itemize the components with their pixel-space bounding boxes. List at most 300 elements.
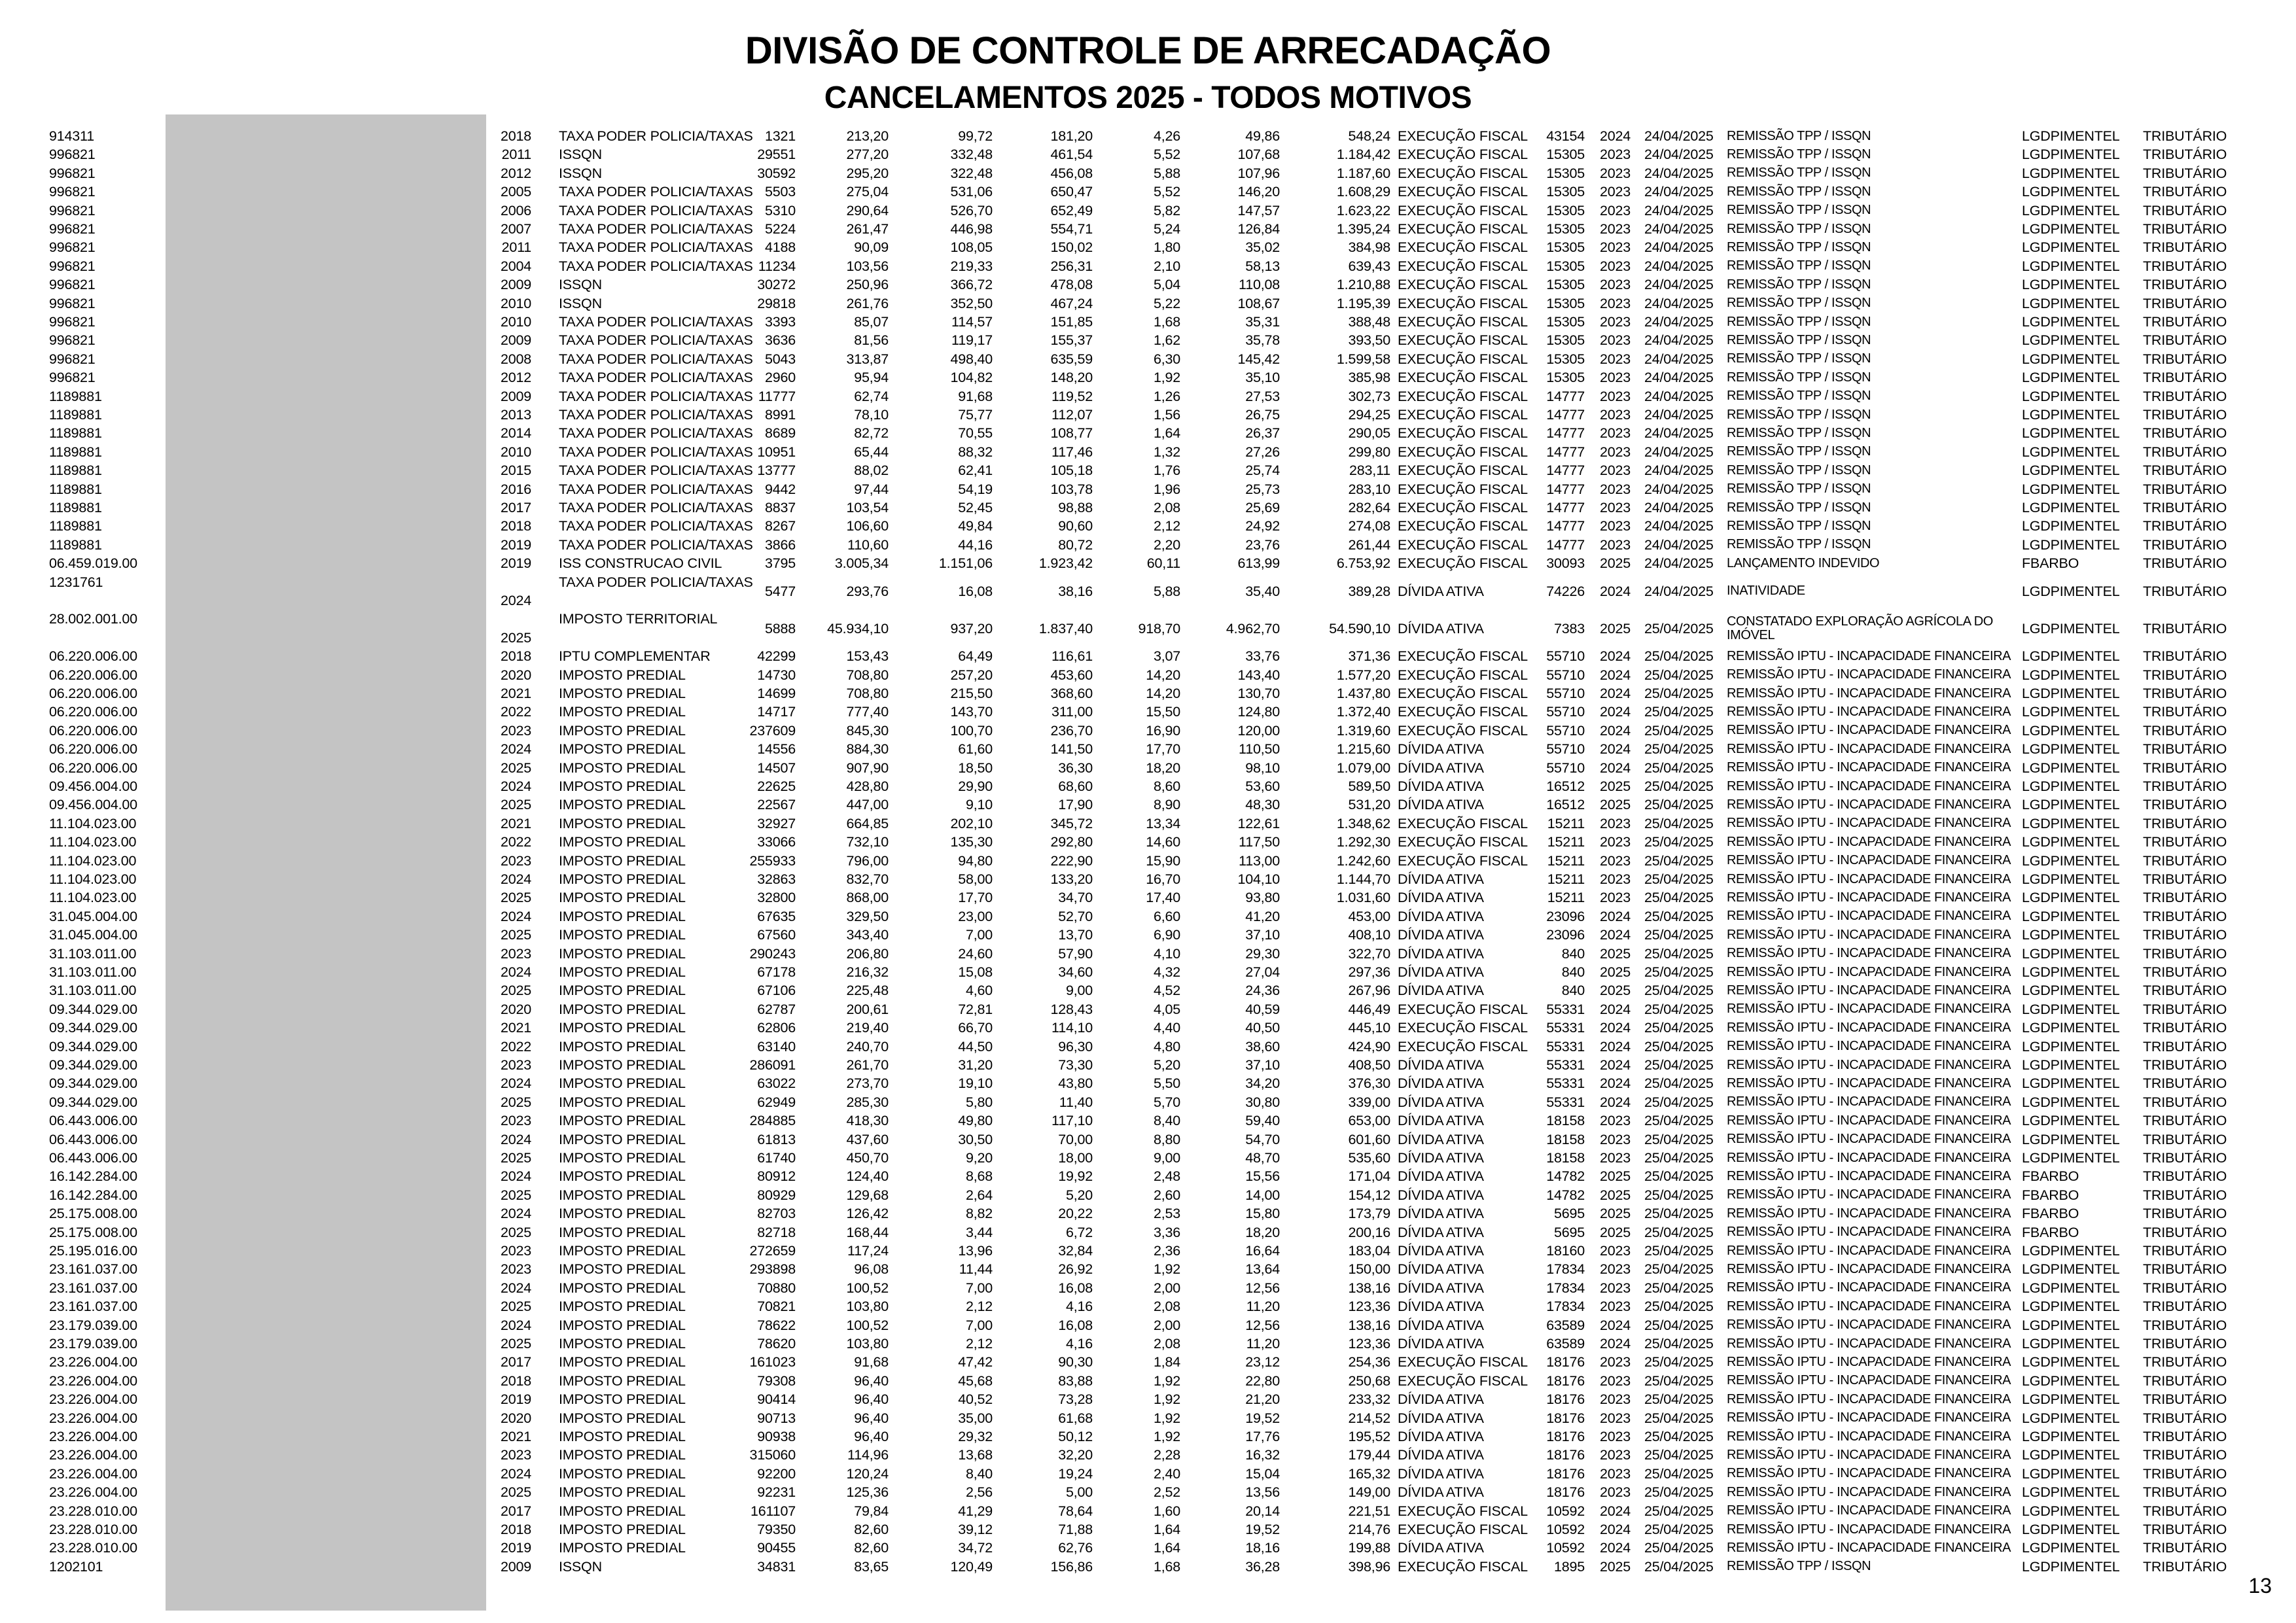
cancellation-reason: CONSTATADO EXPLORAÇÃO AGRÍCOLA DO IMÓVEL <box>1727 614 1993 642</box>
cancellation-reason: REMISSÃO IPTU - INCAPACIDADE FINANCEIRA <box>1727 648 2011 663</box>
debt-status: EXECUÇÃO FISCAL <box>1398 704 1528 720</box>
value-fee: 2,52 <box>1153 1484 1180 1501</box>
launch-number: 67106 <box>757 983 796 999</box>
cancellation-date: 24/04/2025 <box>1644 202 1714 218</box>
launch-number: 286091 <box>749 1056 796 1073</box>
registration-id: 1189881 <box>49 499 102 515</box>
value-interest: 467,24 <box>1050 295 1093 311</box>
value-fee: 1,68 <box>1153 1558 1180 1575</box>
table-row <box>0 1483 2296 1501</box>
value-fine: 113,00 <box>1239 852 1280 869</box>
tax-description: TAXA PODER POLICIA/TAXAS <box>559 184 753 200</box>
debt-status: EXECUÇÃO FISCAL <box>1398 499 1528 515</box>
value-correction: 4,60 <box>965 983 993 999</box>
tax-category: TRIBUTÁRIO <box>2143 741 2227 758</box>
value-principal: 125,36 <box>846 1484 889 1501</box>
debt-status: DÍVIDA ATIVA <box>1398 797 1484 813</box>
launch-number: 67635 <box>757 908 796 924</box>
value-total: 179,44 <box>1348 1447 1390 1463</box>
registration-id: 23.179.039.00 <box>49 1335 137 1352</box>
responsible-user: LGDPIMENTEL <box>2022 1242 2120 1259</box>
tax-category: TRIBUTÁRIO <box>2143 220 2227 237</box>
value-principal: 114,96 <box>847 1447 889 1463</box>
tax-description: TAXA PODER POLICIA/TAXAS <box>559 239 753 256</box>
value-total: 54.590,10 <box>1329 620 1390 637</box>
tax-year: 2004 <box>500 258 531 274</box>
process-number: 55710 <box>1546 759 1585 776</box>
value-fine: 613,99 <box>1237 555 1280 572</box>
responsible-user: LGDPIMENTEL <box>2022 499 2120 515</box>
table-row <box>0 1186 2296 1204</box>
tax-year: 2025 <box>500 1187 531 1203</box>
cancellation-date: 25/04/2025 <box>1644 852 1714 869</box>
debt-status: EXECUÇÃO FISCAL <box>1398 165 1528 181</box>
value-fine: 104,10 <box>1237 871 1280 887</box>
value-correction: 7,00 <box>965 927 993 943</box>
responsible-user: LGDPIMENTEL <box>2022 1484 2120 1501</box>
cancellation-date: 25/04/2025 <box>1644 1001 1714 1017</box>
tax-category: TRIBUTÁRIO <box>2143 1484 2227 1501</box>
launch-number: 90713 <box>757 1410 796 1426</box>
process-number: 55331 <box>1546 1038 1585 1055</box>
responsible-user: LGDPIMENTEL <box>2022 1001 2120 1017</box>
value-fine: 53,60 <box>1245 778 1280 794</box>
value-total: 1.437,80 <box>1336 685 1390 701</box>
registration-id: 25.175.008.00 <box>49 1206 137 1222</box>
tax-description: IMPOSTO PREDIAL <box>559 1372 686 1389</box>
process-year: 2023 <box>1599 332 1631 349</box>
value-principal: 343,40 <box>846 927 889 943</box>
value-fee: 16,90 <box>1146 722 1180 739</box>
launch-number: 79308 <box>757 1372 796 1389</box>
cancellation-reason: REMISSÃO IPTU - INCAPACIDADE FINANCEIRA <box>1727 834 2011 849</box>
registration-id: 06.220.006.00 <box>49 648 137 665</box>
process-year: 2023 <box>1599 351 1631 367</box>
responsible-user: LGDPIMENTEL <box>2022 332 2120 349</box>
registration-id: 11.104.023.00 <box>49 834 137 850</box>
value-principal: 103,56 <box>846 258 889 274</box>
launch-number: 161107 <box>751 1503 796 1519</box>
process-number: 7383 <box>1553 620 1585 637</box>
value-interest: 6,72 <box>1065 1224 1093 1240</box>
process-number: 55710 <box>1546 741 1585 758</box>
value-interest: 478,08 <box>1050 277 1093 293</box>
table-row <box>0 814 2296 833</box>
cancellation-reason: REMISSÃO TPP / ISSQN <box>1727 203 1871 218</box>
table-row <box>0 647 2296 665</box>
value-correction: 75,77 <box>958 406 993 423</box>
value-total: 183,04 <box>1348 1242 1390 1259</box>
launch-number: 33066 <box>757 834 796 850</box>
tax-category: TRIBUTÁRIO <box>2143 165 2227 181</box>
launch-number: 3866 <box>764 536 796 553</box>
tax-description: TAXA PODER POLICIA/TAXAS <box>559 332 753 349</box>
value-fine: 34,20 <box>1245 1075 1280 1092</box>
value-total: 1.210,88 <box>1336 277 1390 293</box>
tax-year: 2025 <box>500 983 531 999</box>
process-number: 14777 <box>1546 388 1585 404</box>
process-number: 55331 <box>1546 1056 1585 1073</box>
responsible-user: LGDPIMENTEL <box>2022 1410 2120 1426</box>
value-fee: 8,60 <box>1153 778 1180 794</box>
value-total: 302,73 <box>1348 388 1390 404</box>
tax-year: 2023 <box>500 1447 531 1463</box>
process-year: 2024 <box>1599 1540 1631 1556</box>
registration-id: 1189881 <box>49 462 102 479</box>
value-total: 1.623,22 <box>1336 202 1390 218</box>
value-interest: 68,60 <box>1058 778 1093 794</box>
debt-status: EXECUÇÃO FISCAL <box>1398 406 1528 423</box>
registration-id: 996821 <box>49 370 96 386</box>
process-number: 15305 <box>1546 184 1585 200</box>
tax-description: TAXA PODER POLICIA/TAXAS <box>559 313 753 330</box>
table-row <box>0 183 2296 201</box>
cancellation-reason: REMISSÃO IPTU - INCAPACIDADE FINANCEIRA <box>1727 1391 2011 1406</box>
launch-number: 30272 <box>757 277 796 293</box>
launch-number: 284885 <box>749 1113 796 1129</box>
value-fine: 11,20 <box>1246 1299 1280 1315</box>
value-correction: 2,56 <box>965 1484 993 1501</box>
value-fine: 59,40 <box>1245 1113 1280 1129</box>
table-row <box>0 888 2296 907</box>
registration-id: 23.226.004.00 <box>49 1354 137 1370</box>
tax-description: IMPOSTO PREDIAL <box>559 1001 686 1017</box>
tax-category: TRIBUTÁRIO <box>2143 1038 2227 1055</box>
responsible-user: LGDPIMENTEL <box>2022 462 2120 479</box>
tax-description: IMPOSTO PREDIAL <box>559 704 686 720</box>
value-principal: 428,80 <box>846 778 889 794</box>
value-fine: 143,40 <box>1237 667 1280 683</box>
tax-year: 2018 <box>500 648 531 665</box>
tax-description: ISSQN <box>559 147 602 163</box>
tax-description: IMPOSTO PREDIAL <box>559 1428 686 1444</box>
tax-year: 2025 <box>500 759 531 776</box>
table-row <box>0 498 2296 517</box>
tax-year: 2024 <box>500 1075 531 1092</box>
value-principal: 832,70 <box>846 871 889 887</box>
debt-status: EXECUÇÃO FISCAL <box>1398 1372 1528 1389</box>
tax-category: TRIBUTÁRIO <box>2143 1317 2227 1333</box>
cancellation-date: 25/04/2025 <box>1644 1149 1714 1166</box>
tax-description: IMPOSTO PREDIAL <box>559 667 686 683</box>
cancellation-date: 25/04/2025 <box>1644 1242 1714 1259</box>
process-year: 2024 <box>1599 722 1631 739</box>
process-number: 23096 <box>1546 908 1585 924</box>
value-correction: 13,68 <box>958 1447 993 1463</box>
tax-category: TRIBUTÁRIO <box>2143 1503 2227 1519</box>
cancellation-reason: REMISSÃO IPTU - INCAPACIDADE FINANCEIRA <box>1727 1410 2011 1425</box>
launch-number: 62949 <box>757 1094 796 1110</box>
launch-number: 80929 <box>757 1187 796 1203</box>
launch-number: 5043 <box>764 351 796 367</box>
value-fine: 40,59 <box>1245 1001 1280 1017</box>
process-number: 55710 <box>1546 685 1585 701</box>
value-principal: 884,30 <box>846 741 889 758</box>
launch-number: 29818 <box>757 295 796 311</box>
value-principal: 82,72 <box>854 425 889 442</box>
tax-description: TAXA PODER POLICIA/TAXAS <box>559 536 753 553</box>
value-principal: 664,85 <box>846 815 889 831</box>
responsible-user: LGDPIMENTEL <box>2022 277 2120 293</box>
tax-year: 2019 <box>500 1540 531 1556</box>
tax-description: IMPOSTO TERRITORIAL <box>559 611 718 627</box>
tax-description: TAXA PODER POLICIA/TAXAS <box>559 518 753 534</box>
registration-id: 28.002.001.00 <box>49 611 137 627</box>
value-interest: 43,80 <box>1058 1075 1093 1092</box>
value-fee: 2,00 <box>1153 1280 1180 1296</box>
cancellation-date: 25/04/2025 <box>1644 1075 1714 1092</box>
registration-id: 1189881 <box>49 518 102 534</box>
table-row <box>0 1279 2296 1297</box>
process-number: 18158 <box>1546 1149 1585 1166</box>
tax-description: TAXA PODER POLICIA/TAXAS <box>559 388 753 404</box>
cancellation-date: 24/04/2025 <box>1644 220 1714 237</box>
process-year: 2023 <box>1599 499 1631 515</box>
value-fee: 4,10 <box>1153 945 1180 962</box>
value-fine: 11,20 <box>1246 1335 1280 1352</box>
table-row <box>0 313 2296 331</box>
launch-number: 8837 <box>764 499 796 515</box>
value-fee: 15,90 <box>1146 852 1180 869</box>
debt-status: DÍVIDA ATIVA <box>1398 1280 1484 1296</box>
process-year: 2024 <box>1599 1094 1631 1110</box>
tax-description: IMPOSTO PREDIAL <box>559 1056 686 1073</box>
value-total: 1.195,39 <box>1336 295 1390 311</box>
value-fee: 5,70 <box>1153 1094 1180 1110</box>
value-correction: 72,81 <box>958 1001 993 1017</box>
launch-number: 14717 <box>757 704 796 720</box>
process-number: 15211 <box>1547 834 1585 850</box>
responsible-user: LGDPIMENTEL <box>2022 890 2120 906</box>
value-total: 446,49 <box>1348 1001 1390 1017</box>
value-interest: 98,88 <box>1058 499 1093 515</box>
table-row <box>0 275 2296 294</box>
value-correction: 352,50 <box>950 295 993 311</box>
process-year: 2023 <box>1599 815 1631 831</box>
launch-number: 4188 <box>764 239 796 256</box>
value-fine: 16,64 <box>1245 1242 1280 1259</box>
tax-year: 2010 <box>500 313 531 330</box>
launch-number: 14556 <box>757 741 796 758</box>
value-interest: 461,54 <box>1050 147 1093 163</box>
tax-year: 2018 <box>500 1372 531 1389</box>
value-fine: 24,36 <box>1245 983 1280 999</box>
process-year: 2024 <box>1599 1521 1631 1537</box>
tax-description: IMPOSTO PREDIAL <box>559 1391 686 1408</box>
value-fine: 93,80 <box>1245 890 1280 906</box>
table-row <box>0 1149 2296 1167</box>
debt-status: DÍVIDA ATIVA <box>1398 871 1484 887</box>
responsible-user: LGDPIMENTEL <box>2022 759 2120 776</box>
process-year: 2023 <box>1599 1299 1631 1315</box>
launch-number: 8267 <box>764 518 796 534</box>
value-principal: 96,40 <box>854 1391 889 1408</box>
launch-number: 79350 <box>757 1521 796 1537</box>
tax-category: TRIBUTÁRIO <box>2143 425 2227 442</box>
value-correction: 2,12 <box>965 1335 993 1352</box>
launch-number: 10951 <box>757 444 796 460</box>
value-principal: 450,70 <box>846 1149 889 1166</box>
value-principal: 3.005,34 <box>834 555 889 572</box>
tax-year: 2024 <box>500 908 531 924</box>
launch-number: 11777 <box>758 388 796 404</box>
tax-description: IMPOSTO PREDIAL <box>559 945 686 962</box>
value-fee: 8,40 <box>1153 1113 1180 1129</box>
value-correction: 8,68 <box>965 1168 993 1185</box>
debt-status: DÍVIDA ATIVA <box>1398 741 1484 758</box>
tax-category: TRIBUTÁRIO <box>2143 1056 2227 1073</box>
registration-id: 16.142.284.00 <box>49 1187 137 1203</box>
value-correction: 215,50 <box>950 685 993 701</box>
value-interest: 71,88 <box>1058 1521 1093 1537</box>
value-principal: 708,80 <box>846 667 889 683</box>
value-correction: 135,30 <box>950 834 993 850</box>
table-row <box>0 517 2296 535</box>
cancellation-date: 25/04/2025 <box>1644 1428 1714 1444</box>
debt-status: EXECUÇÃO FISCAL <box>1398 313 1528 330</box>
value-total: 445,10 <box>1348 1020 1390 1036</box>
launch-number: 82703 <box>757 1206 796 1222</box>
value-fine: 37,10 <box>1245 927 1280 943</box>
value-fee: 5,22 <box>1153 295 1180 311</box>
responsible-user: LGDPIMENTEL <box>2022 128 2120 144</box>
launch-number: 3795 <box>764 555 796 572</box>
value-interest: 34,70 <box>1058 890 1093 906</box>
process-number: 15211 <box>1547 890 1585 906</box>
value-total: 171,04 <box>1348 1168 1390 1185</box>
launch-number: 272659 <box>749 1242 796 1259</box>
registration-id: 996821 <box>49 295 96 311</box>
process-number: 23096 <box>1546 927 1585 943</box>
tax-category: TRIBUTÁRIO <box>2143 1020 2227 1036</box>
table-row <box>0 1223 2296 1242</box>
tax-description: IMPOSTO PREDIAL <box>559 1540 686 1556</box>
table-row <box>0 331 2296 349</box>
tax-year: 2016 <box>500 481 531 497</box>
value-fine: 25,73 <box>1245 481 1280 497</box>
tax-category: TRIBUTÁRIO <box>2143 1428 2227 1444</box>
responsible-user: LGDPIMENTEL <box>2022 425 2120 442</box>
process-number: 18158 <box>1546 1113 1585 1129</box>
debt-status: EXECUÇÃO FISCAL <box>1398 277 1528 293</box>
value-principal: 85,07 <box>854 313 889 330</box>
process-number: 14777 <box>1546 444 1585 460</box>
responsible-user: LGDPIMENTEL <box>2022 583 2120 599</box>
value-correction: 49,80 <box>958 1113 993 1129</box>
responsible-user: LGDPIMENTEL <box>2022 1335 2120 1352</box>
process-number: 55710 <box>1546 704 1585 720</box>
value-total: 339,00 <box>1348 1094 1390 1110</box>
value-correction: 41,29 <box>958 1503 993 1519</box>
value-fee: 5,20 <box>1153 1056 1180 1073</box>
tax-category: TRIBUTÁRIO <box>2143 1224 2227 1240</box>
value-fee: 1,92 <box>1153 1261 1180 1278</box>
value-interest: 62,76 <box>1058 1540 1093 1556</box>
tax-description: ISSQN <box>559 165 602 181</box>
tax-description: IMPOSTO PREDIAL <box>559 1094 686 1110</box>
value-correction: 88,32 <box>958 444 993 460</box>
cancellation-reason: REMISSÃO IPTU - INCAPACIDADE FINANCEIRA <box>1727 1541 2011 1556</box>
value-fine: 21,20 <box>1245 1391 1280 1408</box>
value-fine: 26,75 <box>1245 406 1280 423</box>
tax-description: IMPOSTO PREDIAL <box>559 1020 686 1036</box>
value-correction: 2,64 <box>965 1187 993 1203</box>
process-year: 2023 <box>1599 518 1631 534</box>
cancellation-reason: REMISSÃO TPP / ISSQN <box>1727 314 1871 329</box>
tax-year: 2024 <box>500 1317 531 1333</box>
tax-year: 2025 <box>500 1149 531 1166</box>
table-row <box>0 666 2296 684</box>
cancellation-date: 25/04/2025 <box>1644 1206 1714 1222</box>
value-principal: 83,65 <box>854 1558 889 1575</box>
process-number: 55331 <box>1546 1094 1585 1110</box>
cancellation-reason: REMISSÃO IPTU - INCAPACIDADE FINANCEIRA <box>1727 1002 2011 1017</box>
registration-id: 31.045.004.00 <box>49 908 137 924</box>
value-principal: 65,44 <box>854 444 889 460</box>
value-principal: 708,80 <box>846 685 889 701</box>
value-total: 250,68 <box>1348 1372 1390 1389</box>
tax-category: TRIBUTÁRIO <box>2143 1391 2227 1408</box>
process-number: 1895 <box>1553 1558 1585 1575</box>
value-fee: 6,90 <box>1153 927 1180 943</box>
table-row <box>0 238 2296 256</box>
cancellation-date: 24/04/2025 <box>1644 147 1714 163</box>
value-fine: 35,10 <box>1245 370 1280 386</box>
value-total: 393,50 <box>1348 332 1390 349</box>
table-row <box>0 554 2296 572</box>
value-correction: 5,80 <box>965 1094 993 1110</box>
cancellation-reason: REMISSÃO IPTU - INCAPACIDADE FINANCEIRA <box>1727 760 2011 775</box>
value-total: 6.753,92 <box>1336 555 1390 572</box>
tax-description: ISS CONSTRUCAO CIVIL <box>559 555 722 572</box>
tax-category: TRIBUTÁRIO <box>2143 722 2227 739</box>
debt-status: DÍVIDA ATIVA <box>1398 759 1484 776</box>
value-total: 1.372,40 <box>1336 704 1390 720</box>
cancellation-reason: REMISSÃO TPP / ISSQN <box>1727 1559 1871 1574</box>
cancellation-date: 25/04/2025 <box>1644 927 1714 943</box>
cancellation-date: 25/04/2025 <box>1644 1372 1714 1389</box>
tax-description: IMPOSTO PREDIAL <box>559 834 686 850</box>
value-interest: 112,07 <box>1051 406 1093 423</box>
debt-status: EXECUÇÃO FISCAL <box>1398 239 1528 256</box>
value-interest: 453,60 <box>1050 667 1093 683</box>
tax-category: TRIBUTÁRIO <box>2143 927 2227 943</box>
table-row <box>0 1000 2296 1019</box>
cancellation-reason: REMISSÃO IPTU - INCAPACIDADE FINANCEIRA <box>1727 1169 2011 1184</box>
responsible-user: LGDPIMENTEL <box>2022 1020 2120 1036</box>
value-fee: 1,62 <box>1153 332 1180 349</box>
responsible-user: LGDPIMENTEL <box>2022 313 2120 330</box>
debt-status: EXECUÇÃO FISCAL <box>1398 555 1528 572</box>
value-fine: 108,67 <box>1237 295 1280 311</box>
value-interest: 32,84 <box>1058 1242 1093 1259</box>
tax-category: TRIBUTÁRIO <box>2143 295 2227 311</box>
cancellation-date: 25/04/2025 <box>1644 1224 1714 1240</box>
value-interest: 90,60 <box>1058 518 1093 534</box>
cancellation-reason: REMISSÃO IPTU - INCAPACIDADE FINANCEIRA <box>1727 1466 2011 1481</box>
table-row <box>0 1167 2296 1185</box>
cancellation-date: 25/04/2025 <box>1644 1484 1714 1501</box>
process-year: 2023 <box>1599 1131 1631 1147</box>
cancellation-date: 24/04/2025 <box>1644 388 1714 404</box>
table-row <box>0 852 2296 870</box>
value-fee: 1,68 <box>1153 313 1180 330</box>
debt-status: EXECUÇÃO FISCAL <box>1398 462 1528 479</box>
process-year: 2025 <box>1599 1206 1631 1222</box>
table-row <box>0 220 2296 238</box>
process-year: 2024 <box>1599 583 1631 599</box>
value-correction: 91,68 <box>958 388 993 404</box>
